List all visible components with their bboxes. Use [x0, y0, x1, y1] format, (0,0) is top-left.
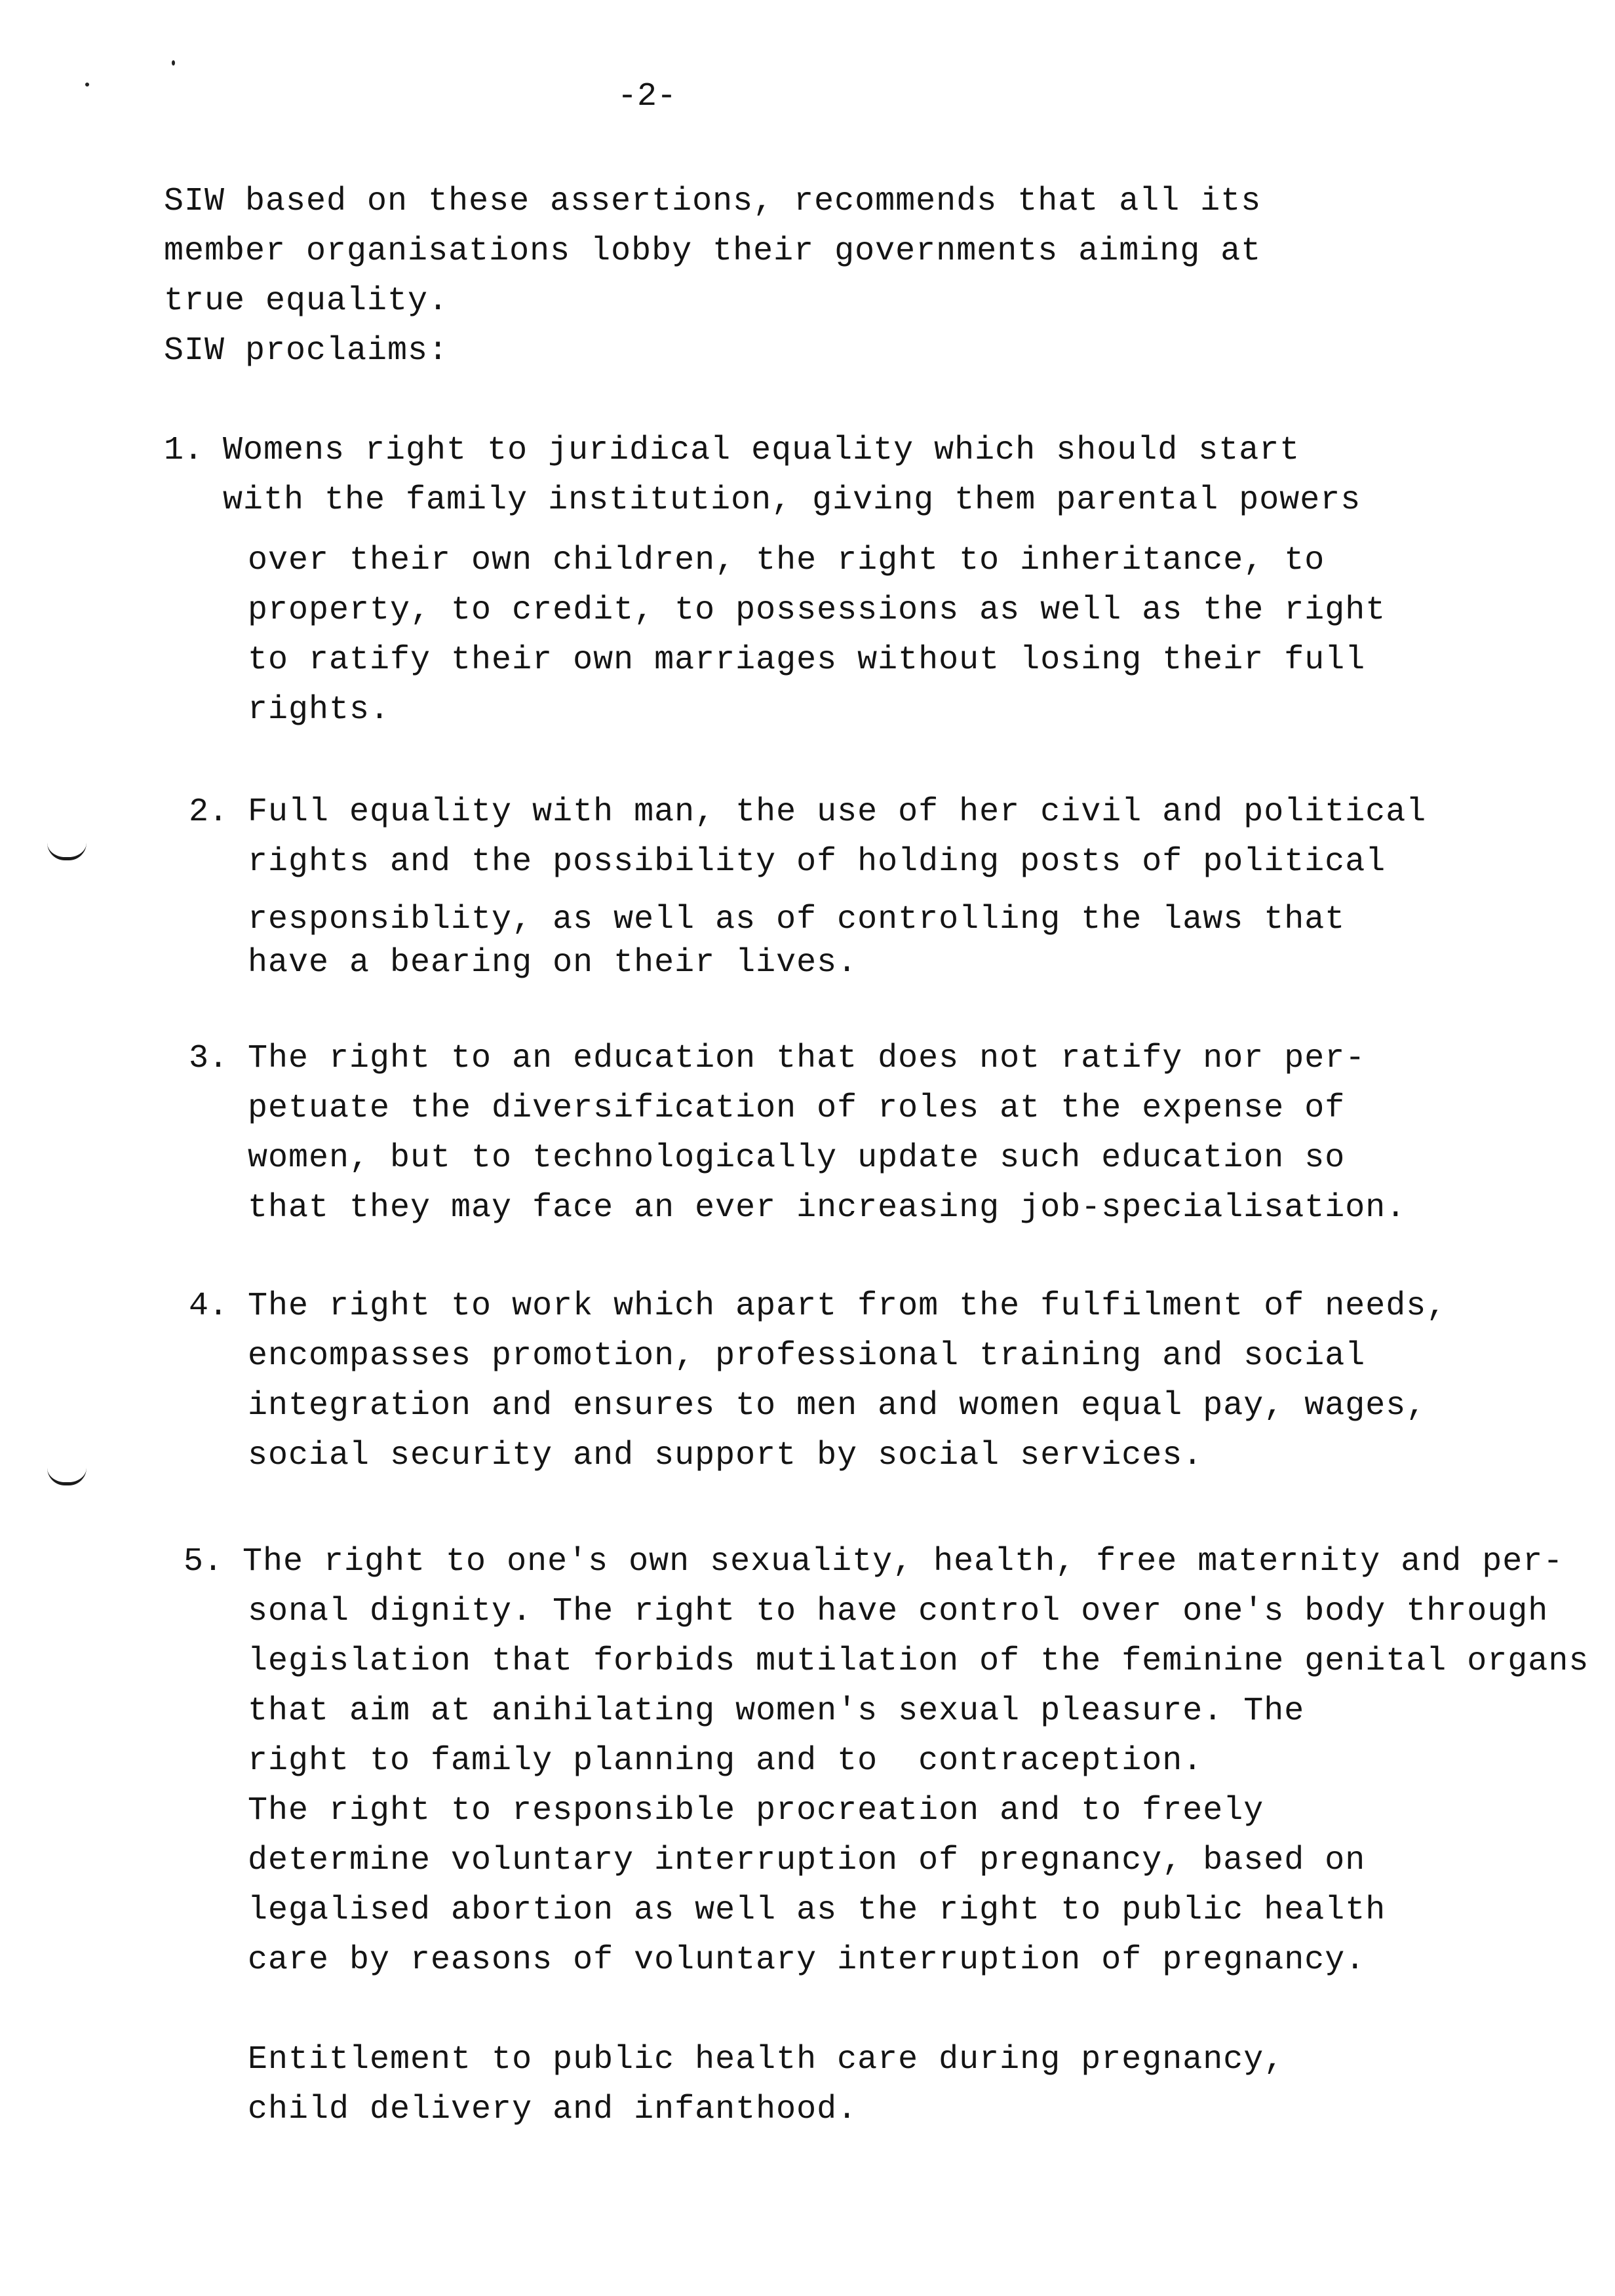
item-line: Full equality with man, the use of her civil and political	[248, 794, 1427, 831]
item-line: integration and ensures to men and women equal pay, wages,	[248, 1387, 1427, 1425]
item-line: petuate the diversification of roles at the expense of	[248, 1090, 1346, 1127]
item-line: that they may face an ever increasing job-specialisation.	[248, 1189, 1407, 1227]
item-line: The right to work which apart from the fulfilment of needs,	[248, 1288, 1447, 1325]
item-marker: 1.	[164, 432, 204, 469]
item-line: have a bearing on their lives.	[248, 944, 858, 982]
margin-mark	[47, 1468, 87, 1485]
margin-mark	[47, 843, 87, 860]
closing-line: Entitlement to public health care during pregnancy,	[248, 2041, 1285, 2078]
item-marker: 4.	[189, 1288, 229, 1325]
item-line: sonal dignity. The right to have control over one's body through	[248, 1593, 1549, 1630]
item-line: Womens right to juridical equality which should start	[223, 432, 1300, 469]
item-line: property, to credit, to possessions as well as the right	[248, 592, 1386, 629]
page-number: -2-	[617, 78, 677, 115]
item-line: with the family institution, giving them parental powers	[223, 482, 1361, 519]
item-line: The right to an education that does not ratify nor per-	[248, 1040, 1366, 1077]
item-line: social security and support by social services.	[248, 1437, 1203, 1474]
item-line: women, but to technologically update such education so	[248, 1139, 1346, 1177]
item-line: The right to responsible procreation and to freely	[248, 1792, 1264, 1829]
intro-line: true equality.	[164, 282, 449, 320]
item-line: encompasses promotion, professional training and social	[248, 1337, 1366, 1375]
item-line: determine voluntary interruption of pregnancy, based on	[248, 1842, 1366, 1879]
item-line: care by reasons of voluntary interruption of pregnancy.	[248, 1942, 1366, 1979]
item-line: rights and the possibility of holding posts of political	[248, 843, 1386, 881]
intro-line: SIW proclaims:	[164, 332, 449, 370]
item-line: right to family planning and to contraception.	[248, 1742, 1203, 1780]
item-line: legislation that forbids mutilation of the feminine genital organs	[248, 1643, 1589, 1680]
scan-speck	[85, 83, 89, 86]
item-marker: 5.	[184, 1543, 224, 1580]
closing-line: child delivery and infanthood.	[248, 2091, 858, 2128]
item-line: responsiblity, as well as of controlling the laws that	[248, 901, 1346, 938]
item-line: over their own children, the right to inheritance, to	[248, 542, 1325, 579]
item-line: that aim at anihilating women's sexual pleasure. The	[248, 1693, 1305, 1730]
item-line: to ratify their own marriages without losing their full	[248, 641, 1366, 679]
intro-line: member organisations lobby their governments aiming at	[164, 233, 1262, 270]
scan-speck	[172, 60, 175, 66]
item-marker: 2.	[189, 794, 229, 831]
item-line: The right to one's own sexuality, health, free maternity and per-	[243, 1543, 1564, 1580]
item-marker: 3.	[189, 1040, 229, 1077]
item-line: legalised abortion as well as the right to public health	[248, 1892, 1386, 1929]
intro-line: SIW based on these assertions, recommends that all its	[164, 183, 1262, 220]
item-line: rights.	[248, 691, 391, 729]
